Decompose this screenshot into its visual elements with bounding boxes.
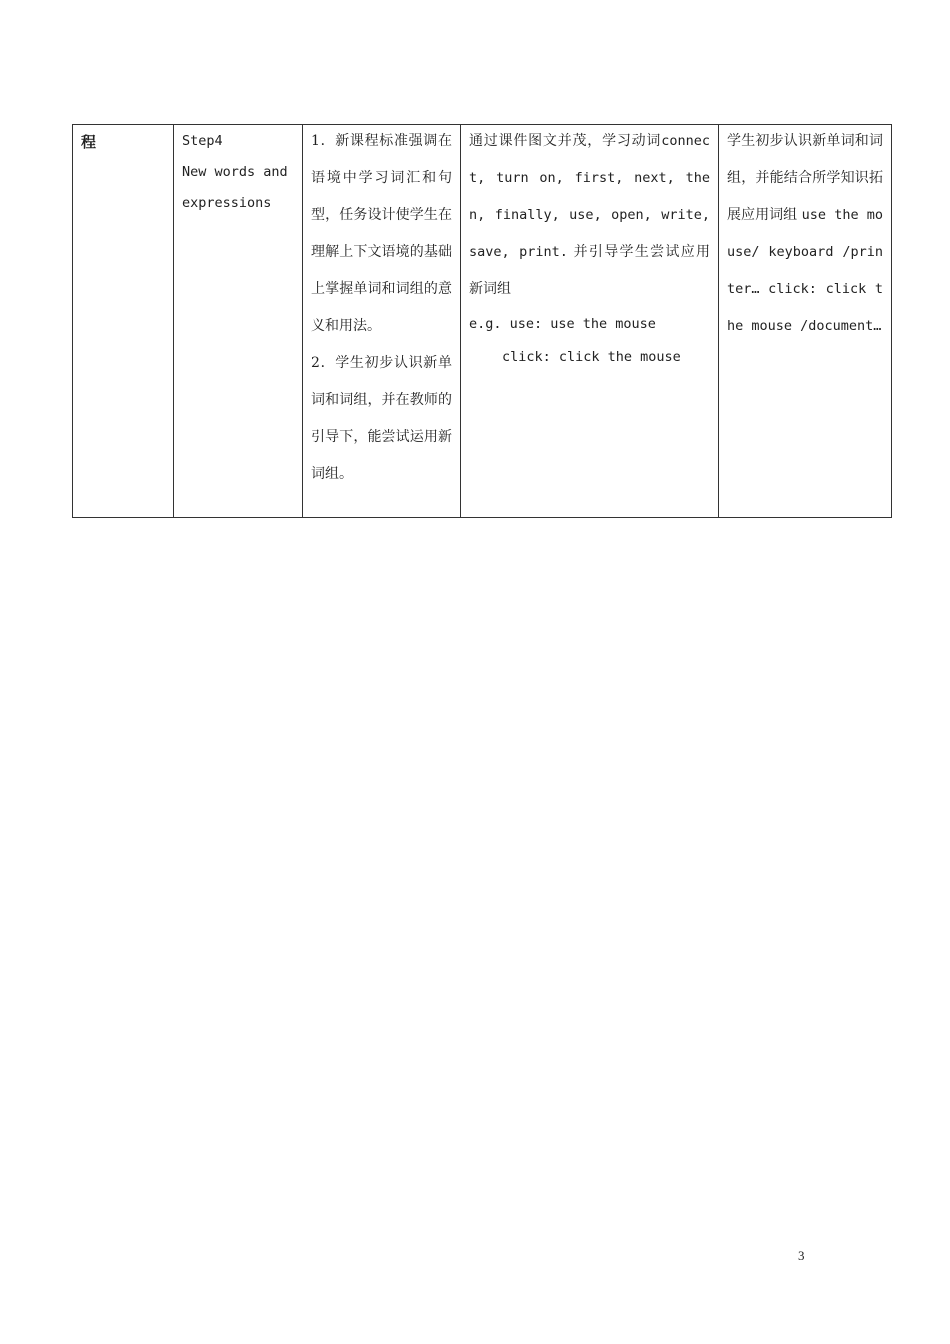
design-intent-cell bbox=[303, 125, 461, 518]
table-row bbox=[73, 125, 892, 518]
step-title: Step4 bbox=[182, 133, 223, 149]
page-number: 3 bbox=[798, 1248, 805, 1263]
lesson-plan-table bbox=[72, 124, 892, 518]
teacher-guide-prefix: 并 bbox=[573, 244, 589, 260]
design-intent-item-2: 2．学生初步认识新单词和词组，并在教师的引导下，能尝试运用新词组。 bbox=[311, 355, 452, 482]
teacher-word-list: connect, turn on, first, next, then, finally, use, open, write, save, print. bbox=[469, 133, 710, 260]
student-desc: 学生初步认识新单词和词组，并能结合所学知识拓展应用词组 bbox=[727, 133, 883, 223]
student-examples: use the mouse/ keyboard /printer… click: click the mouse /document… bbox=[727, 207, 883, 334]
teacher-activity-cell bbox=[461, 125, 719, 518]
teacher-example-1: e.g. use: use the mouse bbox=[469, 316, 656, 332]
step-subtitle-line2: expressions bbox=[182, 195, 272, 211]
teacher-activity-text bbox=[469, 123, 710, 308]
stage-cell bbox=[73, 125, 174, 518]
design-intent-item-1: 1．新课程标准强调在语境中学习词汇和句型，任务设计使学生在理解上下文语境的基础上掌握单词和词组的意义和用法。 bbox=[311, 133, 452, 334]
stage-label: 程 bbox=[81, 133, 97, 151]
step-cell bbox=[174, 125, 303, 518]
student-activity-cell bbox=[719, 125, 892, 518]
teacher-guide: 引导学生尝试应用新词组 bbox=[469, 244, 711, 297]
teacher-example-2: click: click the mouse bbox=[502, 349, 681, 365]
student-activity-text bbox=[727, 123, 883, 345]
teacher-intro: 通过课件图文并茂，学习动词 bbox=[469, 133, 662, 149]
step-subtitle-line1: New words and bbox=[182, 164, 288, 180]
